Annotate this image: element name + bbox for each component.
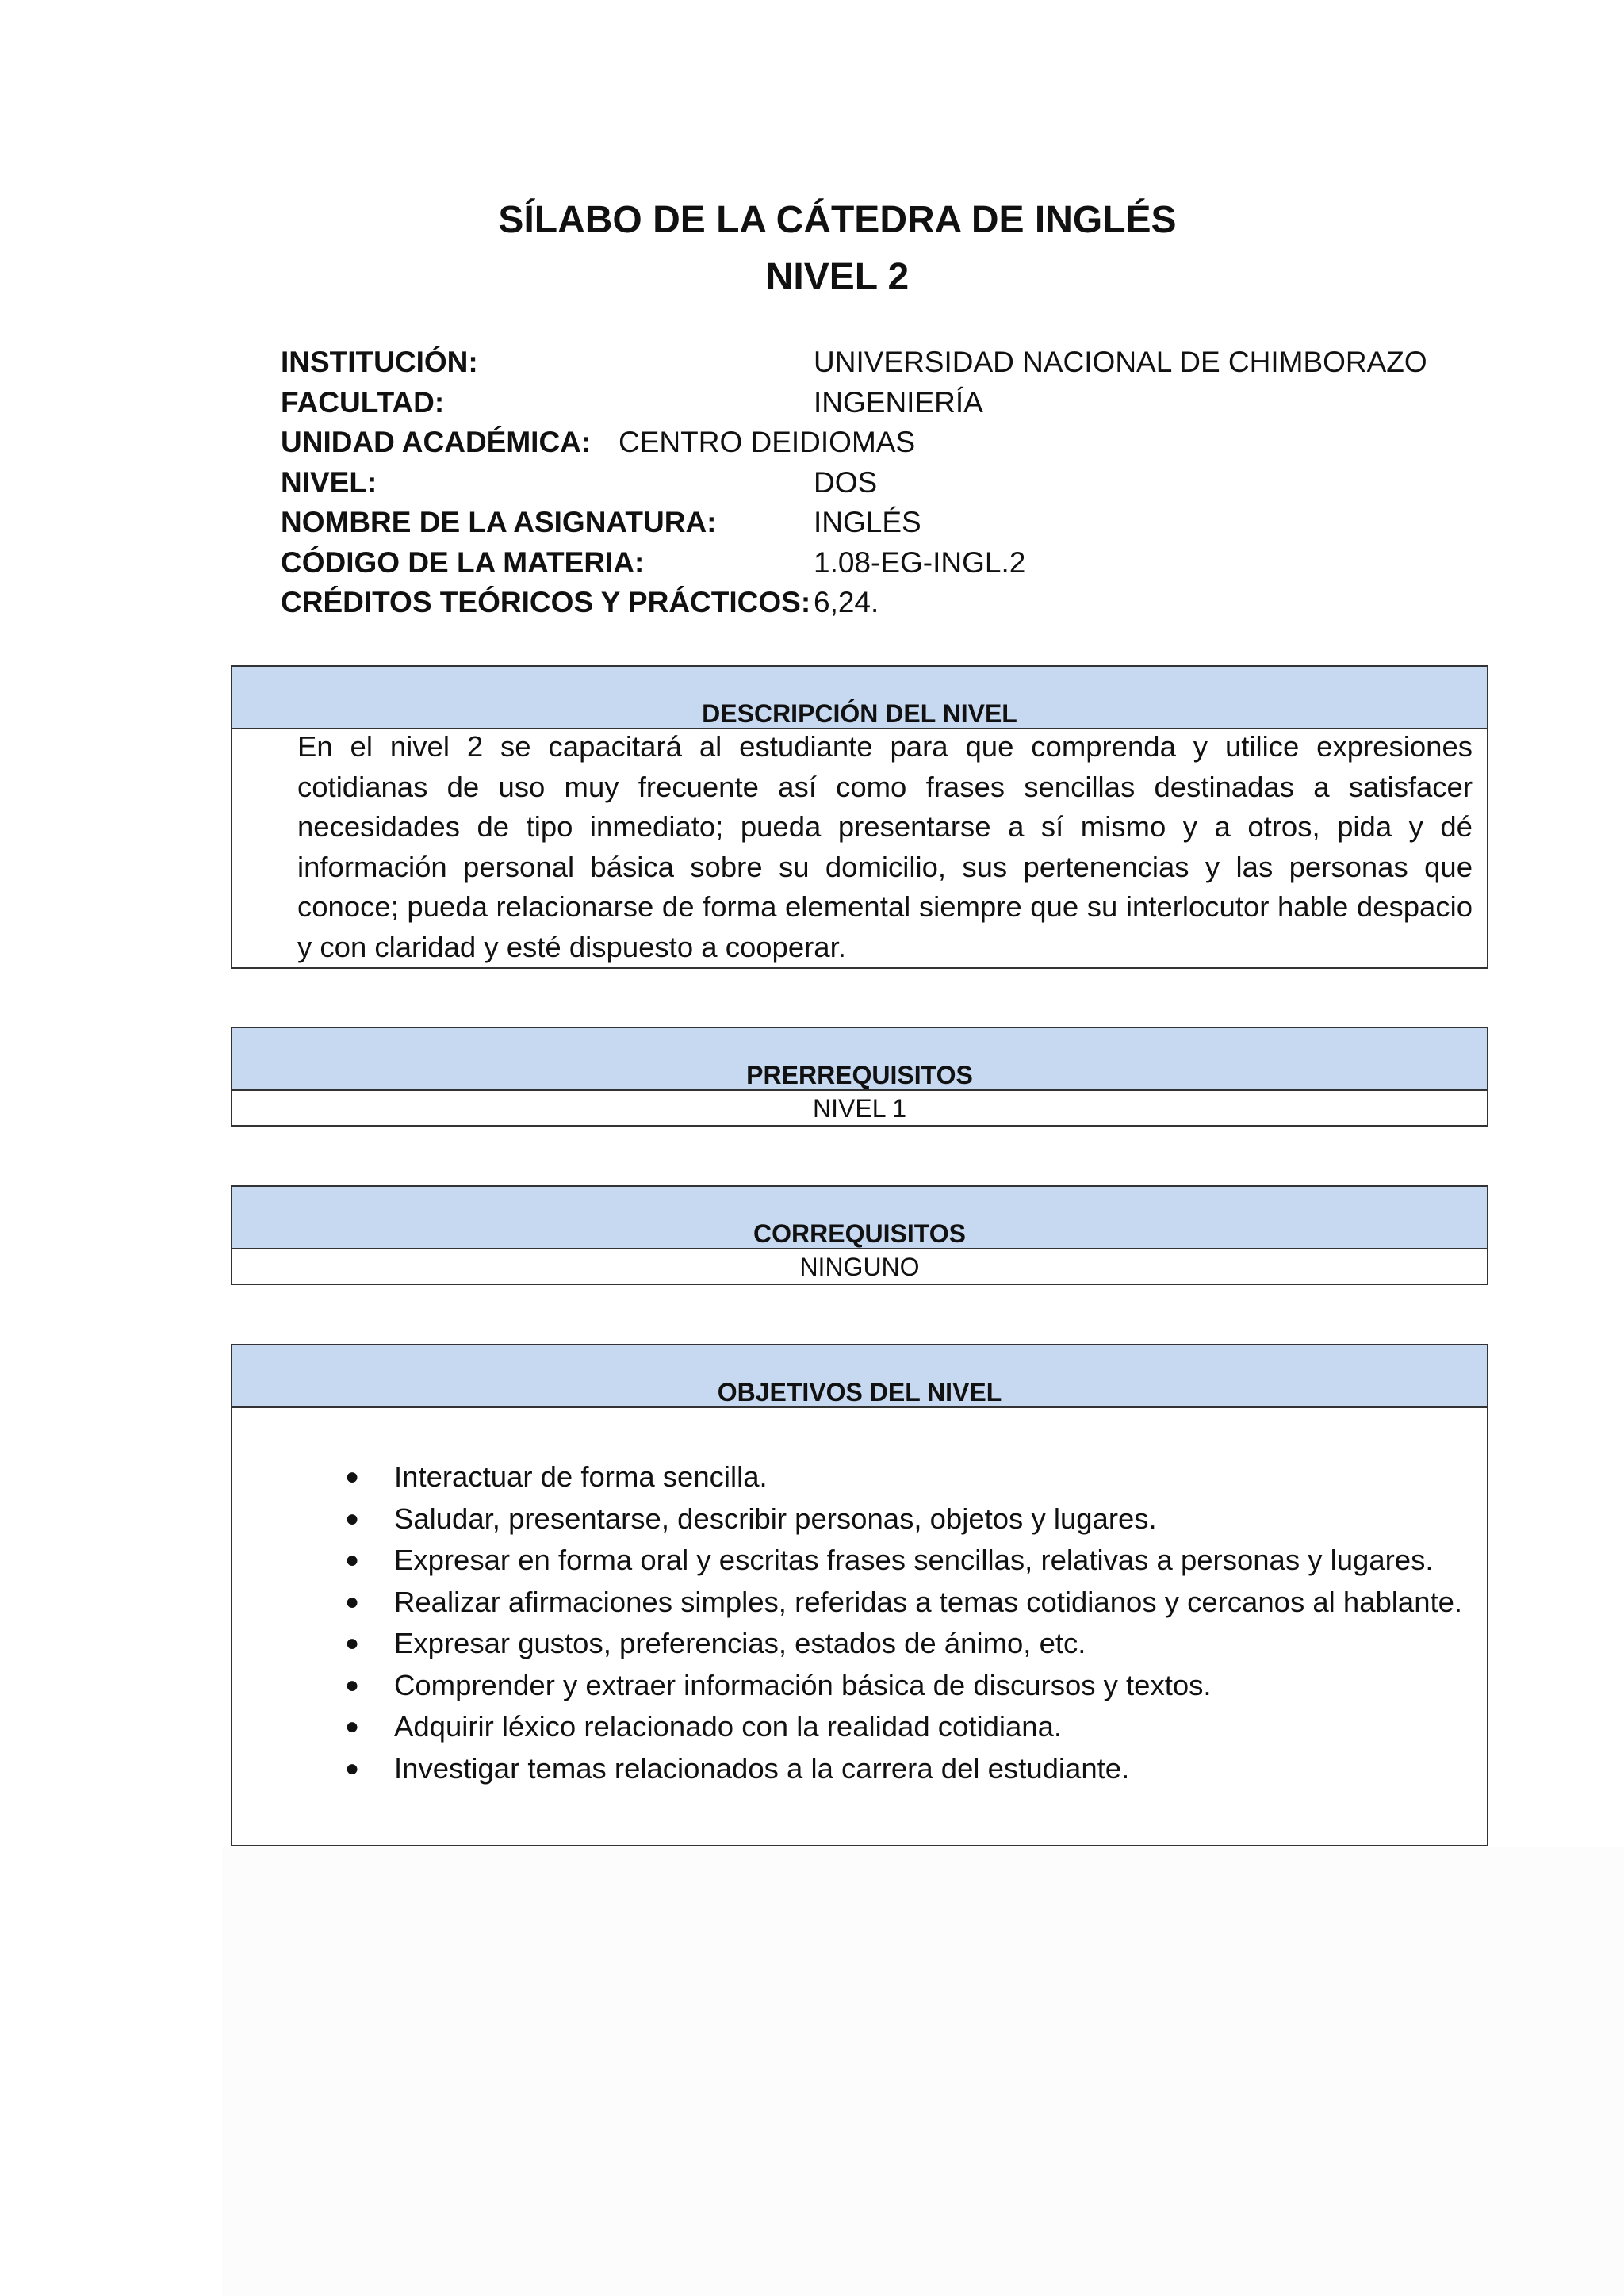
descripcion-text: En el nivel 2 se capacitará al estudiante para que comprenda y utilice expresiones cotidianas de uso muy frecuente así como frases sencillas destinadas a satisfacer necesidades de tipo inmediato; pueda presentarse a sí mismo y a otros, pida y dé información personal básica sobre su domicilio, sus pertenencias y las personas que conoce; pueda relacionarse de forma elemental siempre que su interlocutor hable despacio y con claridad y esté dispuesto a cooperar. bbox=[297, 730, 1473, 963]
info-row-creditos bbox=[281, 586, 1470, 626]
bullet-icon: ● bbox=[345, 1671, 360, 1698]
info-value: DOS bbox=[814, 465, 878, 499]
info-label: NOMBRE DE LA ASIGNATURA: bbox=[281, 506, 717, 538]
list-item-text: Expresar gustos, preferencias, estados de ánimo, etc. bbox=[394, 1627, 1086, 1659]
list-item bbox=[232, 1748, 1487, 1790]
info-row-codigo bbox=[281, 546, 1470, 587]
correquisitos-box bbox=[231, 1185, 1488, 1285]
info-row-facultad bbox=[281, 386, 1470, 427]
info-label: CÓDIGO DE LA MATERIA: bbox=[281, 545, 645, 579]
info-row-nivel bbox=[281, 466, 1470, 507]
bullet-icon: ● bbox=[345, 1505, 360, 1532]
bullet-icon: ● bbox=[345, 1547, 360, 1573]
scan-shading bbox=[222, 1847, 1624, 2296]
objetivos-box bbox=[231, 1344, 1488, 1846]
list-item-text: Comprender y extraer información básica de discursos y textos. bbox=[394, 1668, 1212, 1701]
info-row-unidad-academica bbox=[281, 426, 1470, 466]
document-title: SÍLABO DE LA CÁTEDRA DE INGLÉS bbox=[498, 199, 1177, 241]
info-value: UNIVERSIDAD NACIONAL DE CHIMBORAZO bbox=[814, 346, 1427, 378]
list-item-text: Investigar temas relacionados a la carrera del estudiante. bbox=[394, 1751, 1130, 1785]
objetivos-list bbox=[232, 1456, 1487, 1789]
prerrequisitos-heading: PRERREQUISITOS bbox=[746, 1061, 973, 1089]
bullet-icon: ● bbox=[345, 1630, 360, 1656]
list-item bbox=[232, 1665, 1487, 1707]
info-row-institucion bbox=[281, 346, 1470, 386]
prerrequisitos-box bbox=[231, 1027, 1488, 1127]
list-item-text: Saludar, presentarse, describir personas, objetos y lugares. bbox=[394, 1502, 1157, 1535]
list-item bbox=[232, 1623, 1487, 1665]
list-item-text: Interactuar de forma sencilla. bbox=[394, 1460, 768, 1493]
list-item bbox=[232, 1540, 1487, 1582]
info-block bbox=[281, 346, 1470, 626]
list-item bbox=[232, 1706, 1487, 1748]
list-item-text: Adquirir léxico relacionado con la realidad cotidiana. bbox=[394, 1710, 1063, 1743]
info-value: 6,24. bbox=[814, 586, 879, 618]
info-label: INSTITUCIÓN: bbox=[281, 346, 478, 378]
info-value: 1.08-EG-INGL.2 bbox=[814, 545, 1026, 579]
info-label: CRÉDITOS TEÓRICOS Y PRÁCTICOS: bbox=[281, 586, 811, 618]
info-value: CENTRO DEIDIOMAS bbox=[619, 426, 916, 458]
correquisitos-header bbox=[232, 1187, 1487, 1249]
info-label: UNIDAD ACADÉMICA: bbox=[281, 426, 592, 458]
bullet-icon: ● bbox=[345, 1464, 360, 1490]
correquisitos-heading: CORREQUISITOS bbox=[753, 1219, 966, 1248]
bullet-icon: ● bbox=[345, 1755, 360, 1781]
descripcion-header bbox=[232, 667, 1487, 729]
list-item-text: Realizar afirmaciones simples, referidas a temas cotidianos y cercanos al hablante. bbox=[394, 1585, 1463, 1618]
descripcion-heading: DESCRIPCIÓN DEL NIVEL bbox=[702, 699, 1017, 728]
bullet-icon: ● bbox=[345, 1588, 360, 1615]
info-label: FACULTAD: bbox=[281, 385, 445, 419]
info-label: NIVEL: bbox=[281, 465, 377, 499]
objetivos-header bbox=[232, 1345, 1487, 1408]
prerrequisitos-header bbox=[232, 1028, 1487, 1091]
info-row-asignatura bbox=[281, 506, 1470, 546]
document-subtitle: NIVEL 2 bbox=[765, 256, 910, 298]
list-item bbox=[232, 1456, 1487, 1498]
descripcion-box bbox=[231, 665, 1488, 969]
correquisitos-value: NINGUNO bbox=[799, 1253, 920, 1281]
info-value: INGENIERÍA bbox=[814, 385, 983, 419]
bullet-icon: ● bbox=[345, 1713, 360, 1739]
prerrequisitos-value: NIVEL 1 bbox=[813, 1094, 906, 1123]
objetivos-heading: OBJETIVOS DEL NIVEL bbox=[717, 1378, 1002, 1406]
list-item bbox=[232, 1582, 1487, 1624]
list-item bbox=[232, 1498, 1487, 1540]
info-value: INGLÉS bbox=[814, 506, 921, 538]
list-item-text: Expresar en forma oral y escritas frases sencillas, relativas a personas y lugares. bbox=[394, 1544, 1434, 1576]
